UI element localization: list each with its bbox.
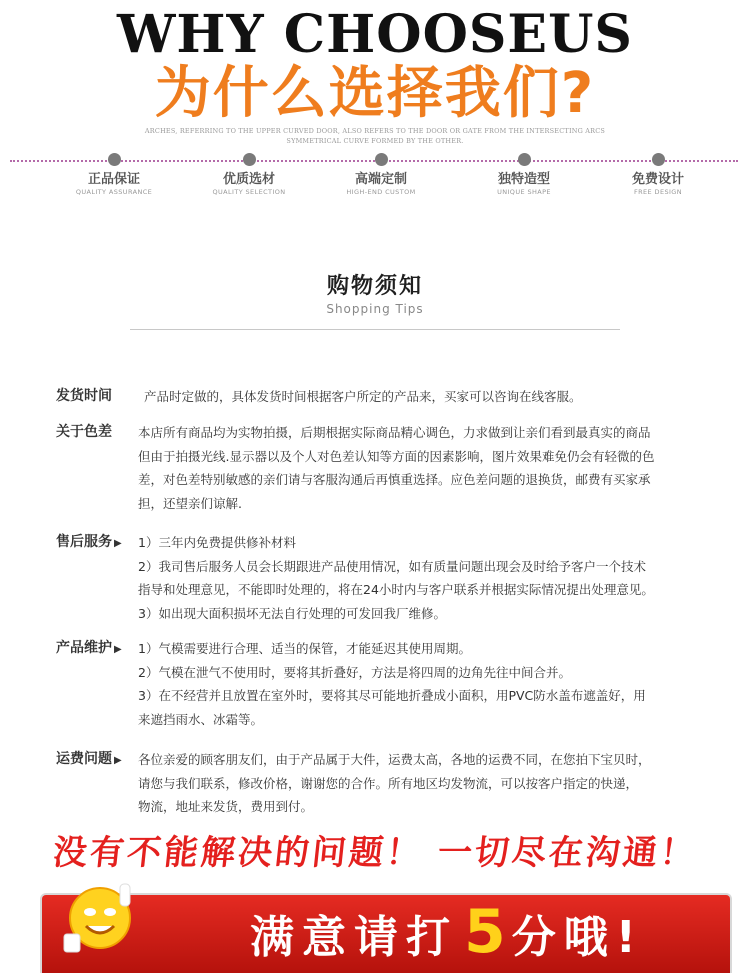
- timeline-dot-icon: [652, 153, 665, 166]
- feature-unique-shape: [454, 153, 594, 197]
- feature-free-design: [588, 153, 728, 197]
- text-line: 2）气模在泄气不使用时，要将其折叠好，方法是将四周的边角先往中间合并。: [138, 664, 571, 680]
- triangle-right-icon: ▶: [114, 538, 122, 549]
- section-body-maintenance: [138, 637, 728, 731]
- text-line: 担，还望亲们谅解.: [138, 495, 242, 511]
- section-label-shipping: 发货时间: [56, 388, 112, 404]
- title-en: WHY CHOOSEUS: [117, 4, 633, 65]
- timeline-dot-icon: [108, 153, 121, 166]
- shopping-tips-title: 购物须知: [326, 274, 423, 299]
- feature-label-en: HIGH-END CUSTOM: [346, 188, 416, 196]
- section-body-color: [138, 421, 728, 515]
- feature-label-en: FREE DESIGN: [634, 188, 682, 196]
- feature-label-en: UNIQUE SHAPE: [497, 188, 551, 196]
- feature-high-end-custom: [311, 153, 451, 197]
- smiley-thumbs-up-icon: [60, 878, 140, 958]
- slogan: 没有不能解决的问题！ 一切尽在沟通！: [50, 833, 700, 873]
- text-line: 但由于拍摄光线.显示器以及个人对色差认知等方面的因素影响，图片效果难免仍会有轻微的色: [138, 448, 655, 464]
- header: [0, 0, 750, 150]
- feature-label-cn: 正品保证: [87, 172, 140, 187]
- text-line: 物流，地址来发货，费用到付。: [138, 799, 314, 814]
- section-label-aftersale: 售后服务 ▶: [56, 534, 122, 550]
- text-line: 差，对色差特别敏感的亲们请与客服沟通后再慎重选择。应色差问题的退换货，邮费有买家承: [138, 472, 651, 487]
- feature-label-cn: 高端定制: [354, 172, 407, 187]
- feature-label-en: QUALITY ASSURANCE: [75, 188, 153, 196]
- feature-quality-assurance: [44, 153, 184, 197]
- section-body-freight: [138, 748, 728, 819]
- feature-label-cn: 独特造型: [497, 172, 550, 187]
- section-body-aftersale: [138, 531, 728, 625]
- text-line: 1）气模需要进行合理、适当的保管，才能延迟其使用周期。: [138, 641, 471, 656]
- text-line: 各位亲爱的顾客朋友们，由于产品属于大件，运费太高，各地的运费不同，在您拍下宝贝时，: [138, 752, 651, 767]
- title-cn: 为什么选择我们?: [154, 61, 596, 126]
- text-line: 3）在不经营并且放置在室外时，要将其尽可能地折叠成小面积，用PVC防水盖布遮盖好，用: [138, 688, 646, 703]
- text-line: 1）三年内免费提供修补材料: [138, 535, 296, 550]
- section-label-freight: 运费问题 ▶: [56, 751, 122, 767]
- section-label-color: 关于色差: [56, 424, 112, 440]
- text-line: 产品时定做的，具体发货时间根据客户所定的产品来，买家可以咨询在线客服。: [144, 389, 582, 404]
- subtitle-small-line-2: SYMMETRICAL CURVE FORMED BY THE OTHER.: [286, 137, 464, 145]
- divider: [130, 329, 620, 330]
- text-line: 来遮挡雨水、冰霜等。: [138, 711, 264, 727]
- triangle-right-icon: ▶: [114, 644, 122, 655]
- text-line: 指导和处理意见，不能即时处理的，将在24小时内与客户联系并根据实际情况提出处理意见。: [138, 582, 654, 597]
- text-line: 本店所有商品均为实物拍摄，后期根据实际商品精心调色，力求做到让亲们看到最真实的商品: [138, 425, 651, 440]
- section-body-shipping: [144, 385, 734, 409]
- timeline-dot-icon: [518, 153, 531, 166]
- feature-label-en: QUALITY SELECTION: [212, 188, 286, 196]
- feature-label-cn: 优质选材: [222, 172, 275, 187]
- timeline-dot-icon: [375, 153, 388, 166]
- subtitle-small-line-1: ARCHES, REFERRING TO THE UPPER CURVED DOOR, ALSO REFERS TO THE DOOR OR GATE FROM THE INTERSECTING ARCS: [144, 127, 606, 135]
- feature-label-cn: 免费设计: [631, 172, 684, 187]
- triangle-right-icon: ▶: [114, 755, 122, 766]
- feature-quality-selection: [179, 153, 319, 197]
- timeline-dot-icon: [243, 153, 256, 166]
- section-label-maintenance: 产品维护 ▶: [56, 640, 122, 656]
- text-line: 3）如出现大面积损坏无法自行处理的可发回我厂维修。: [138, 605, 446, 621]
- shopping-tips-subtitle: Shopping Tips: [326, 302, 424, 316]
- text-line: 请您与我们联系，修改价格，谢谢您的合作。所有地区均发物流，可以按客户指定的快递，: [138, 775, 639, 791]
- text-line: 2）我司售后服务人员会长期跟进产品使用情况，如有质量问题出现会及时给予客户一个技术: [138, 558, 646, 574]
- rating-number: 5: [464, 897, 506, 967]
- rating-banner-text: 满意请打 5 分哦!: [250, 897, 644, 967]
